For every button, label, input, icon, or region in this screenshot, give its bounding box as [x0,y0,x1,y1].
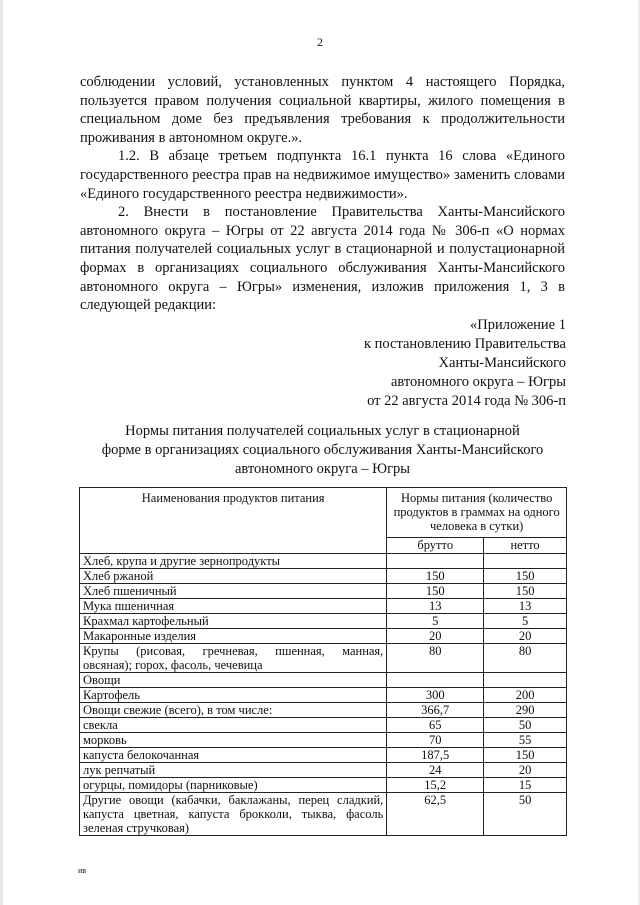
net-value: 50 [484,793,567,836]
net-value: 15 [484,778,567,793]
body-text [80,73,565,315]
gross-value: 65 [387,718,484,733]
table-row [80,614,567,629]
page-number: 2 [317,35,323,49]
net-value: 150 [484,569,567,584]
product-name: Хлеб пшеничный [80,584,387,599]
gross-value: 15,2 [387,778,484,793]
product-name: Хлеб ржаной [80,569,387,584]
net-value: 200 [484,688,567,703]
product-name [80,793,387,836]
gross-value: 80 [387,644,484,673]
gross-value: 5 [387,614,484,629]
appendix-line: автономного округа – Югры [390,374,566,390]
gross-value: 366,7 [387,703,484,718]
table-row [80,793,567,836]
net-value: 80 [484,644,567,673]
paragraph-continuation: соблюдении условий, установленных пунктом 4 настоящего Порядка, пользуется правом получения социальной квартиры, жилого помещения в специальном доме без предъявления требования к продолжительности проживания в автономном округе.». [80,74,565,146]
product-name: капуста белокочанная [80,748,387,763]
net-value [484,554,567,569]
gross-value: 187,5 [387,748,484,763]
table-row [80,569,567,584]
product-name-line: зеленая стручковая) [83,821,190,835]
product-name: Макаронные изделия [80,629,387,644]
table-row [80,748,567,763]
table-row [80,584,567,599]
net-value: 20 [484,763,567,778]
product-name: Крахмал картофельный [80,614,387,629]
table-title-line: Нормы питания получателей социальных услуг в стационарной [125,423,520,439]
product-name [80,644,387,673]
product-name-line: Другие овощи (кабачки, баклажаны, перец сладкий, [83,793,384,807]
net-value [484,673,567,688]
product-name: морковь [80,733,387,748]
table-row [80,778,567,793]
net-value: 290 [484,703,567,718]
gross-value [387,554,484,569]
appendix-line: от 22 августа 2014 года № 306-п [367,393,566,409]
product-name: Картофель [80,688,387,703]
scan-left-edge [0,0,3,905]
paragraph-1-2: 1.2. В абзаце третьем подпункта 16.1 пункта 16 слова «Единого государственного реестра прав на недвижимое имущество» заменить словами «Единого государственного реестра недвижимости». [80,148,565,202]
table-row [80,644,567,673]
header-norms: Нормы питания (количество продуктов в граммах на одного человека в сутки) [387,488,567,538]
product-name-line: овсяная); горох, фасоль, чечевица [83,658,263,672]
subheader-gross: брутто [387,538,484,554]
gross-value: 70 [387,733,484,748]
table-row [80,688,567,703]
gross-value: 150 [387,569,484,584]
product-name: Мука пшеничная [80,599,387,614]
table-row [80,599,567,614]
gross-value: 13 [387,599,484,614]
appendix-line: Ханты-Мансийского [438,355,566,371]
net-value: 150 [484,584,567,599]
net-value: 150 [484,748,567,763]
gross-value: 300 [387,688,484,703]
gross-value: 150 [387,584,484,599]
net-value: 55 [484,733,567,748]
nutrition-norms-table [79,487,567,836]
table-row [80,673,567,688]
product-name: огурцы, помидоры (парниковые) [80,778,387,793]
table-row [80,703,567,718]
table-header-row [80,488,567,538]
appendix-line: к постановлению Правительства [364,336,566,352]
product-name: Овощи свежие (всего), в том числе: [80,703,387,718]
appendix-line: «Приложение 1 [470,317,566,333]
net-value: 5 [484,614,567,629]
gross-value: 62,5 [387,793,484,836]
table-title-line: форме в организациях социального обслуживания Ханты-Мансийского [101,442,544,458]
gross-value: 20 [387,629,484,644]
product-name: Овощи [80,673,387,688]
subheader-net: нетто [484,538,567,554]
table-row [80,554,567,569]
product-name: лук репчатый [80,763,387,778]
table-row [80,763,567,778]
paragraph-2: 2. Внести в постановление Правительства Ханты-Мансийского автономного округа – Югры от 22 августа 2014 года № 306-п «О нормах питания получателей социальных услуг в стационарной и полустационарной формах в организациях социального обслуживания Ханты-Мансийского автономного округа – Югры» изменения, изложив приложения 1, 3 в следующей редакции: [80,204,565,314]
product-name-line: Крупы (рисовая, гречневая, пшенная, манная, [83,644,384,658]
footer-mark: ив [78,866,87,875]
table-title-line: автономного округа – Югры [234,461,411,477]
table-row [80,629,567,644]
product-name: Хлеб, крупа и другие зернопродукты [80,554,387,569]
product-name: свекла [80,718,387,733]
net-value: 13 [484,599,567,614]
table-row [80,733,567,748]
net-value: 50 [484,718,567,733]
net-value: 20 [484,629,567,644]
header-product-names: Наименования продуктов питания [80,488,387,554]
gross-value: 24 [387,763,484,778]
table-title [80,422,565,479]
gross-value [387,673,484,688]
table-row [80,718,567,733]
product-name-line: капуста цветная, капуста брокколи, тыква, фасоль [83,807,384,821]
appendix-header [364,316,566,411]
